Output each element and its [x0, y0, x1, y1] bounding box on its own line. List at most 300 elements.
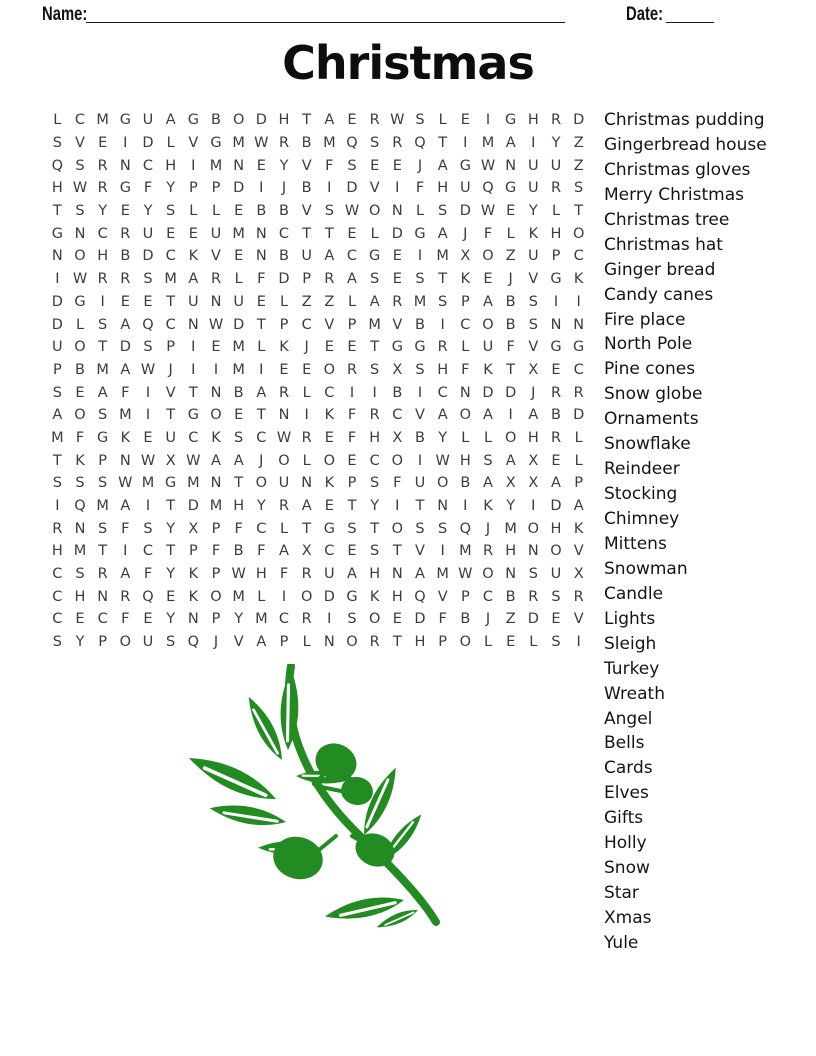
- grid-letter: J: [485, 520, 491, 537]
- grid-letter: O: [210, 588, 222, 605]
- grid-letter: R: [392, 135, 403, 152]
- grid-letter: K: [460, 271, 471, 288]
- grid-letter: C: [74, 112, 86, 129]
- grid-letter: W: [390, 112, 405, 129]
- grid-letter: B: [415, 429, 425, 446]
- grid-letter: H: [527, 429, 539, 446]
- grid-letter: E: [347, 225, 357, 242]
- grid-letter: I: [395, 498, 400, 515]
- grid-letter: S: [98, 407, 108, 424]
- grid-letter: V: [528, 271, 539, 288]
- grid-letter: F: [279, 566, 289, 583]
- grid-letter: P: [211, 520, 221, 537]
- grid-letter: R: [324, 271, 335, 288]
- word-list-item: Bells: [604, 733, 645, 754]
- grid-letter: N: [210, 475, 222, 492]
- grid-letter: S: [166, 203, 176, 220]
- grid-letter: O: [391, 520, 404, 537]
- grid-letter: Y: [256, 498, 266, 515]
- grid-letter: I: [417, 452, 423, 469]
- word-list-item: Ornaments: [604, 409, 699, 430]
- grid-letter: R: [392, 293, 403, 310]
- grid-letter: W: [140, 452, 156, 469]
- grid-letter: T: [52, 203, 62, 220]
- grid-letter: Y: [143, 203, 153, 220]
- grid-letter: G: [391, 339, 403, 356]
- grid-letter: F: [483, 225, 493, 242]
- grid-letter: E: [324, 339, 334, 356]
- grid-letter: T: [166, 498, 176, 515]
- grid-letter: T: [256, 316, 266, 333]
- grid-letter: Q: [142, 588, 154, 605]
- grid-letter: F: [461, 361, 470, 378]
- grid-letter: N: [74, 520, 86, 537]
- grid-letter: C: [278, 225, 290, 242]
- word-list-item: Cards: [604, 758, 653, 779]
- grid-letter: M: [73, 543, 87, 560]
- grid-letter: A: [437, 225, 448, 242]
- grid-letter: M: [141, 475, 155, 492]
- grid-letter: S: [370, 361, 380, 378]
- grid-letter: Q: [482, 180, 494, 197]
- grid-letter: A: [528, 407, 539, 424]
- grid-letter: Z: [324, 293, 335, 310]
- grid-letter: I: [440, 316, 445, 333]
- grid-letter: S: [347, 520, 357, 537]
- grid-letter: F: [121, 384, 130, 401]
- grid-letter: C: [188, 429, 199, 446]
- grid-letter: T: [324, 225, 334, 242]
- grid-letter: C: [573, 248, 584, 265]
- grid-letter: I: [145, 407, 151, 424]
- word-list-item: Ginger bread: [604, 259, 716, 280]
- grid-letter: J: [463, 225, 468, 242]
- grid-letter: I: [123, 135, 128, 152]
- grid-letter: A: [347, 566, 357, 583]
- grid-letter: P: [551, 248, 561, 265]
- grid-letter: I: [349, 384, 355, 401]
- grid-letter: R: [528, 588, 539, 605]
- grid-letter: S: [75, 475, 85, 492]
- grid-letter: P: [347, 316, 357, 333]
- grid-letter: E: [392, 271, 402, 288]
- grid-letter: Y: [279, 157, 289, 174]
- grid-letter: L: [483, 634, 493, 651]
- grid-letter: M: [504, 520, 517, 537]
- grid-letter: M: [436, 248, 449, 265]
- grid-letter: L: [257, 339, 266, 356]
- grid-letter: T: [392, 634, 402, 651]
- grid-letter: A: [347, 271, 357, 288]
- grid-letter: L: [370, 225, 379, 242]
- grid-letter: U: [460, 180, 471, 197]
- grid-letter: D: [142, 135, 154, 152]
- grid-letter: S: [551, 634, 561, 651]
- grid-letter: L: [211, 203, 221, 220]
- grid-letter: Z: [573, 135, 584, 152]
- grid-letter: I: [553, 293, 559, 310]
- grid-letter: D: [573, 112, 585, 129]
- grid-letter: W: [435, 452, 450, 469]
- grid-letter: E: [347, 543, 357, 560]
- grid-letter: P: [347, 475, 357, 492]
- grid-letter: C: [256, 520, 267, 537]
- grid-letter: S: [347, 611, 357, 628]
- word-list-item: Gingerbread house: [604, 134, 767, 155]
- grid-letter: X: [301, 543, 312, 560]
- grid-letter: V: [573, 543, 584, 560]
- grid-letter: L: [279, 520, 289, 537]
- grid-letter: C: [346, 248, 358, 265]
- grid-letter: S: [528, 293, 538, 310]
- grid-letter: I: [304, 407, 309, 424]
- grid-letter: N: [391, 203, 403, 220]
- grid-letter: C: [52, 588, 63, 605]
- grid-letter: E: [279, 361, 289, 378]
- grid-letter: A: [165, 112, 176, 129]
- grid-letter: D: [459, 203, 471, 220]
- grid-letter: G: [573, 339, 585, 356]
- grid-letter: N: [505, 566, 517, 583]
- grid-letter: W: [72, 180, 88, 197]
- word-list-item: Christmas tree: [604, 209, 730, 230]
- grid-letter: H: [51, 180, 63, 197]
- word-list-item: Turkey: [604, 658, 660, 679]
- word-list-item: Xmas: [604, 908, 652, 928]
- grid-letter: B: [279, 248, 289, 265]
- grid-letter: N: [51, 248, 63, 265]
- word-list-item: Snow: [604, 858, 650, 879]
- grid-letter: C: [142, 157, 154, 174]
- grid-letter: E: [551, 611, 561, 628]
- grid-letter: U: [188, 293, 199, 310]
- olive-branch-illustration: [168, 664, 440, 930]
- grid-letter: X: [460, 248, 471, 265]
- grid-letter: E: [143, 293, 153, 310]
- grid-letter: R: [301, 566, 312, 583]
- grid-letter: O: [527, 520, 540, 537]
- grid-letter: R: [550, 180, 562, 197]
- grid-letter: R: [301, 429, 312, 446]
- grid-letter: I: [327, 180, 332, 197]
- grid-letter: H: [97, 248, 109, 265]
- grid-letter: D: [482, 384, 494, 401]
- grid-letter: U: [528, 180, 539, 197]
- grid-letter: H: [459, 452, 471, 469]
- grid-letter: I: [576, 293, 581, 310]
- grid-letter: Z: [505, 611, 516, 628]
- grid-letter: N: [527, 543, 539, 560]
- grid-letter: I: [417, 384, 423, 401]
- grid-letter: B: [256, 203, 267, 220]
- word-list-item: Candy canes: [604, 284, 714, 305]
- grid-letter: D: [527, 611, 539, 628]
- grid-letter: T: [166, 407, 176, 424]
- grid-letter: B: [392, 384, 403, 401]
- grid-letter: P: [211, 611, 221, 628]
- grid-letter: N: [505, 157, 517, 174]
- grid-letter: G: [414, 339, 426, 356]
- grid-letter: O: [232, 112, 245, 129]
- word-list-item: Reindeer: [604, 459, 680, 480]
- grid-letter: E: [143, 429, 153, 446]
- grid-letter: E: [256, 293, 266, 310]
- grid-letter: B: [211, 112, 221, 129]
- grid-letter: A: [120, 498, 131, 515]
- name-blank-line: [86, 22, 565, 23]
- grid-letter: A: [97, 384, 108, 401]
- word-list-item: Snowman: [604, 558, 688, 579]
- word-list-item: Stocking: [604, 484, 678, 505]
- grid-letter: I: [145, 384, 151, 401]
- grid-letter: R: [573, 384, 584, 401]
- grid-letter: O: [323, 361, 336, 378]
- grid-letter: B: [460, 611, 471, 628]
- grid-letter: M: [51, 429, 64, 446]
- grid-letter: A: [52, 407, 63, 424]
- grid-letter: M: [96, 498, 109, 515]
- grid-letter: A: [324, 112, 335, 129]
- grid-letter: M: [209, 157, 223, 174]
- grid-letter: A: [324, 248, 335, 265]
- grid-letter: F: [121, 520, 130, 537]
- grid-letter: M: [368, 316, 381, 333]
- grid-letter: Z: [573, 157, 584, 174]
- word-list-item: Mittens: [604, 533, 667, 554]
- grid-letter: U: [165, 429, 176, 446]
- grid-letter: T: [438, 135, 448, 152]
- grid-letter: E: [98, 135, 108, 152]
- grid-letter: J: [304, 339, 309, 356]
- grid-letter: R: [369, 112, 380, 129]
- grid-letter: D: [187, 498, 199, 515]
- grid-letter: R: [278, 498, 290, 515]
- grid-letter: I: [191, 361, 196, 378]
- grid-letter: X: [392, 361, 403, 378]
- grid-letter: D: [255, 112, 267, 129]
- grid-letter: E: [483, 271, 493, 288]
- grid-letter: J: [417, 157, 423, 174]
- grid-letter: G: [550, 339, 562, 356]
- grid-letter: E: [188, 225, 198, 242]
- grid-letter: L: [415, 203, 425, 220]
- grid-letter: N: [119, 157, 131, 174]
- grid-letter: M: [255, 611, 268, 628]
- grid-letter: N: [74, 225, 86, 242]
- grid-letter: L: [438, 112, 447, 129]
- grid-letter: B: [551, 407, 561, 424]
- grid-letter: A: [256, 384, 267, 401]
- grid-letter: R: [120, 225, 131, 242]
- grid-letter: R: [210, 271, 222, 288]
- grid-letter: F: [506, 339, 515, 356]
- grid-letter: E: [347, 339, 357, 356]
- grid-letter: R: [97, 566, 108, 583]
- grid-letter: L: [53, 112, 62, 129]
- grid-letter: R: [278, 384, 290, 401]
- grid-letter: S: [438, 520, 448, 537]
- grid-letter: S: [75, 566, 85, 583]
- leaf: [185, 747, 280, 811]
- date-blank-line: [666, 22, 714, 23]
- grid-letter: L: [302, 634, 311, 651]
- grid-letter: B: [301, 180, 312, 197]
- grid-letter: E: [211, 339, 221, 356]
- word-list-item: Chimney: [604, 509, 680, 529]
- grid-letter: V: [528, 339, 539, 356]
- grid-letter: N: [210, 293, 222, 310]
- grid-letter: P: [574, 475, 584, 492]
- grid-letter: A: [551, 475, 561, 492]
- grid-letter: R: [97, 271, 108, 288]
- grid-letter: I: [440, 543, 445, 560]
- grid-letter: H: [165, 157, 177, 174]
- grid-letter: A: [573, 498, 584, 515]
- grid-letter: V: [301, 203, 312, 220]
- grid-letter: G: [119, 112, 131, 129]
- grid-letter: D: [142, 248, 154, 265]
- grid-letter: H: [278, 112, 290, 129]
- grid-letter: O: [436, 475, 449, 492]
- grid-letter: E: [234, 203, 244, 220]
- grid-letter: N: [459, 384, 471, 401]
- grid-letter: N: [278, 407, 290, 424]
- grid-letter: F: [325, 157, 334, 174]
- grid-letter: A: [279, 543, 289, 560]
- grid-letter: T: [302, 520, 312, 537]
- grid-letter: E: [506, 634, 516, 651]
- grid-letter: D: [51, 293, 63, 310]
- grid-letter: D: [550, 498, 562, 515]
- grid-letter: I: [281, 588, 287, 605]
- grid-letter: Z: [301, 293, 312, 310]
- grid-letter: L: [551, 203, 561, 220]
- grid-letter: E: [143, 611, 153, 628]
- grid-letter: D: [233, 180, 245, 197]
- grid-letter: C: [165, 248, 176, 265]
- grid-letter: A: [437, 157, 448, 174]
- word-list-item: Pine cones: [604, 359, 696, 380]
- leaf: [243, 693, 287, 764]
- grid-letter: E: [256, 157, 266, 174]
- grid-letter: I: [395, 180, 400, 197]
- grid-letter: S: [415, 520, 425, 537]
- grid-letter: C: [392, 407, 403, 424]
- grid-letter: Q: [414, 135, 426, 152]
- grid-letter: W: [231, 566, 246, 583]
- grid-letter: V: [211, 248, 221, 265]
- grid-letter: M: [96, 361, 109, 378]
- grid-letter: G: [505, 180, 517, 197]
- grid-letter: V: [301, 157, 312, 174]
- grid-letter: T: [370, 339, 380, 356]
- grid-letter: R: [97, 180, 108, 197]
- grid-letter: S: [551, 588, 561, 605]
- grid-letter: M: [187, 475, 200, 492]
- grid-letter: H: [437, 361, 449, 378]
- grid-letter: L: [189, 203, 198, 220]
- grid-letter: I: [372, 384, 377, 401]
- grid-letter: E: [234, 407, 244, 424]
- grid-letter: B: [301, 135, 312, 152]
- grid-letter: M: [232, 225, 245, 242]
- grid-letter: F: [438, 611, 447, 628]
- leaf: [208, 798, 287, 832]
- grid-letter: I: [463, 498, 468, 515]
- grid-letter: J: [531, 384, 536, 401]
- grid-letter: S: [98, 316, 108, 333]
- grid-letter: W: [140, 361, 156, 378]
- grid-letter: E: [347, 452, 357, 469]
- grid-letter: B: [75, 361, 85, 378]
- grid-letter: M: [209, 498, 223, 515]
- grid-letter: A: [437, 407, 448, 424]
- grid-letter: A: [120, 316, 131, 333]
- grid-letter: H: [74, 588, 86, 605]
- grid-letter: M: [119, 407, 132, 424]
- grid-letter: T: [166, 543, 176, 560]
- grid-letter: L: [461, 429, 470, 446]
- grid-letter: R: [550, 429, 562, 446]
- grid-letter: N: [97, 588, 109, 605]
- grid-letter: M: [232, 135, 245, 152]
- grid-letter: O: [368, 611, 381, 628]
- grid-letter: N: [187, 611, 199, 628]
- word-list-item: Fire place: [604, 309, 686, 330]
- grid-letter: P: [460, 588, 470, 605]
- grid-letter: K: [573, 520, 584, 537]
- grid-letter: K: [573, 271, 584, 288]
- grid-letter: O: [255, 475, 268, 492]
- grid-letter: X: [528, 452, 539, 469]
- grid-letter: I: [531, 498, 536, 515]
- grid-letter: M: [164, 271, 177, 288]
- grid-letter: B: [505, 588, 516, 605]
- grid-letter: G: [414, 225, 426, 242]
- grid-letter: L: [279, 293, 289, 310]
- grid-letter: R: [369, 634, 380, 651]
- grid-letter: S: [52, 135, 62, 152]
- grid-letter: Y: [166, 180, 176, 197]
- grid-letter: S: [415, 361, 425, 378]
- grid-letter: A: [188, 271, 199, 288]
- grid-letter: S: [166, 634, 176, 651]
- grid-letter: O: [300, 588, 313, 605]
- grid-letter: Y: [75, 634, 85, 651]
- grid-letter: X: [392, 429, 403, 446]
- grid-letter: J: [508, 271, 513, 288]
- grid-letter: B: [505, 293, 516, 310]
- grid-letter: H: [369, 429, 381, 446]
- grid-letter: D: [505, 384, 517, 401]
- grid-letter: T: [302, 225, 312, 242]
- grid-letter: M: [323, 135, 336, 152]
- grid-letter: R: [482, 543, 494, 560]
- grid-letter: G: [165, 475, 177, 492]
- grid-letter: Q: [414, 588, 426, 605]
- grid-letter: B: [460, 475, 471, 492]
- word-list-item: Snow globe: [604, 384, 703, 405]
- word-list-item: Star: [604, 883, 639, 904]
- grid-letter: A: [369, 293, 380, 310]
- grid-letter: P: [188, 543, 198, 560]
- word-list: [604, 108, 809, 956]
- grid-letter: C: [482, 588, 494, 605]
- grid-letter: I: [55, 498, 60, 515]
- word-list-item: Angel: [604, 708, 653, 729]
- grid-letter: Y: [166, 566, 176, 583]
- grid-letter: G: [51, 225, 63, 242]
